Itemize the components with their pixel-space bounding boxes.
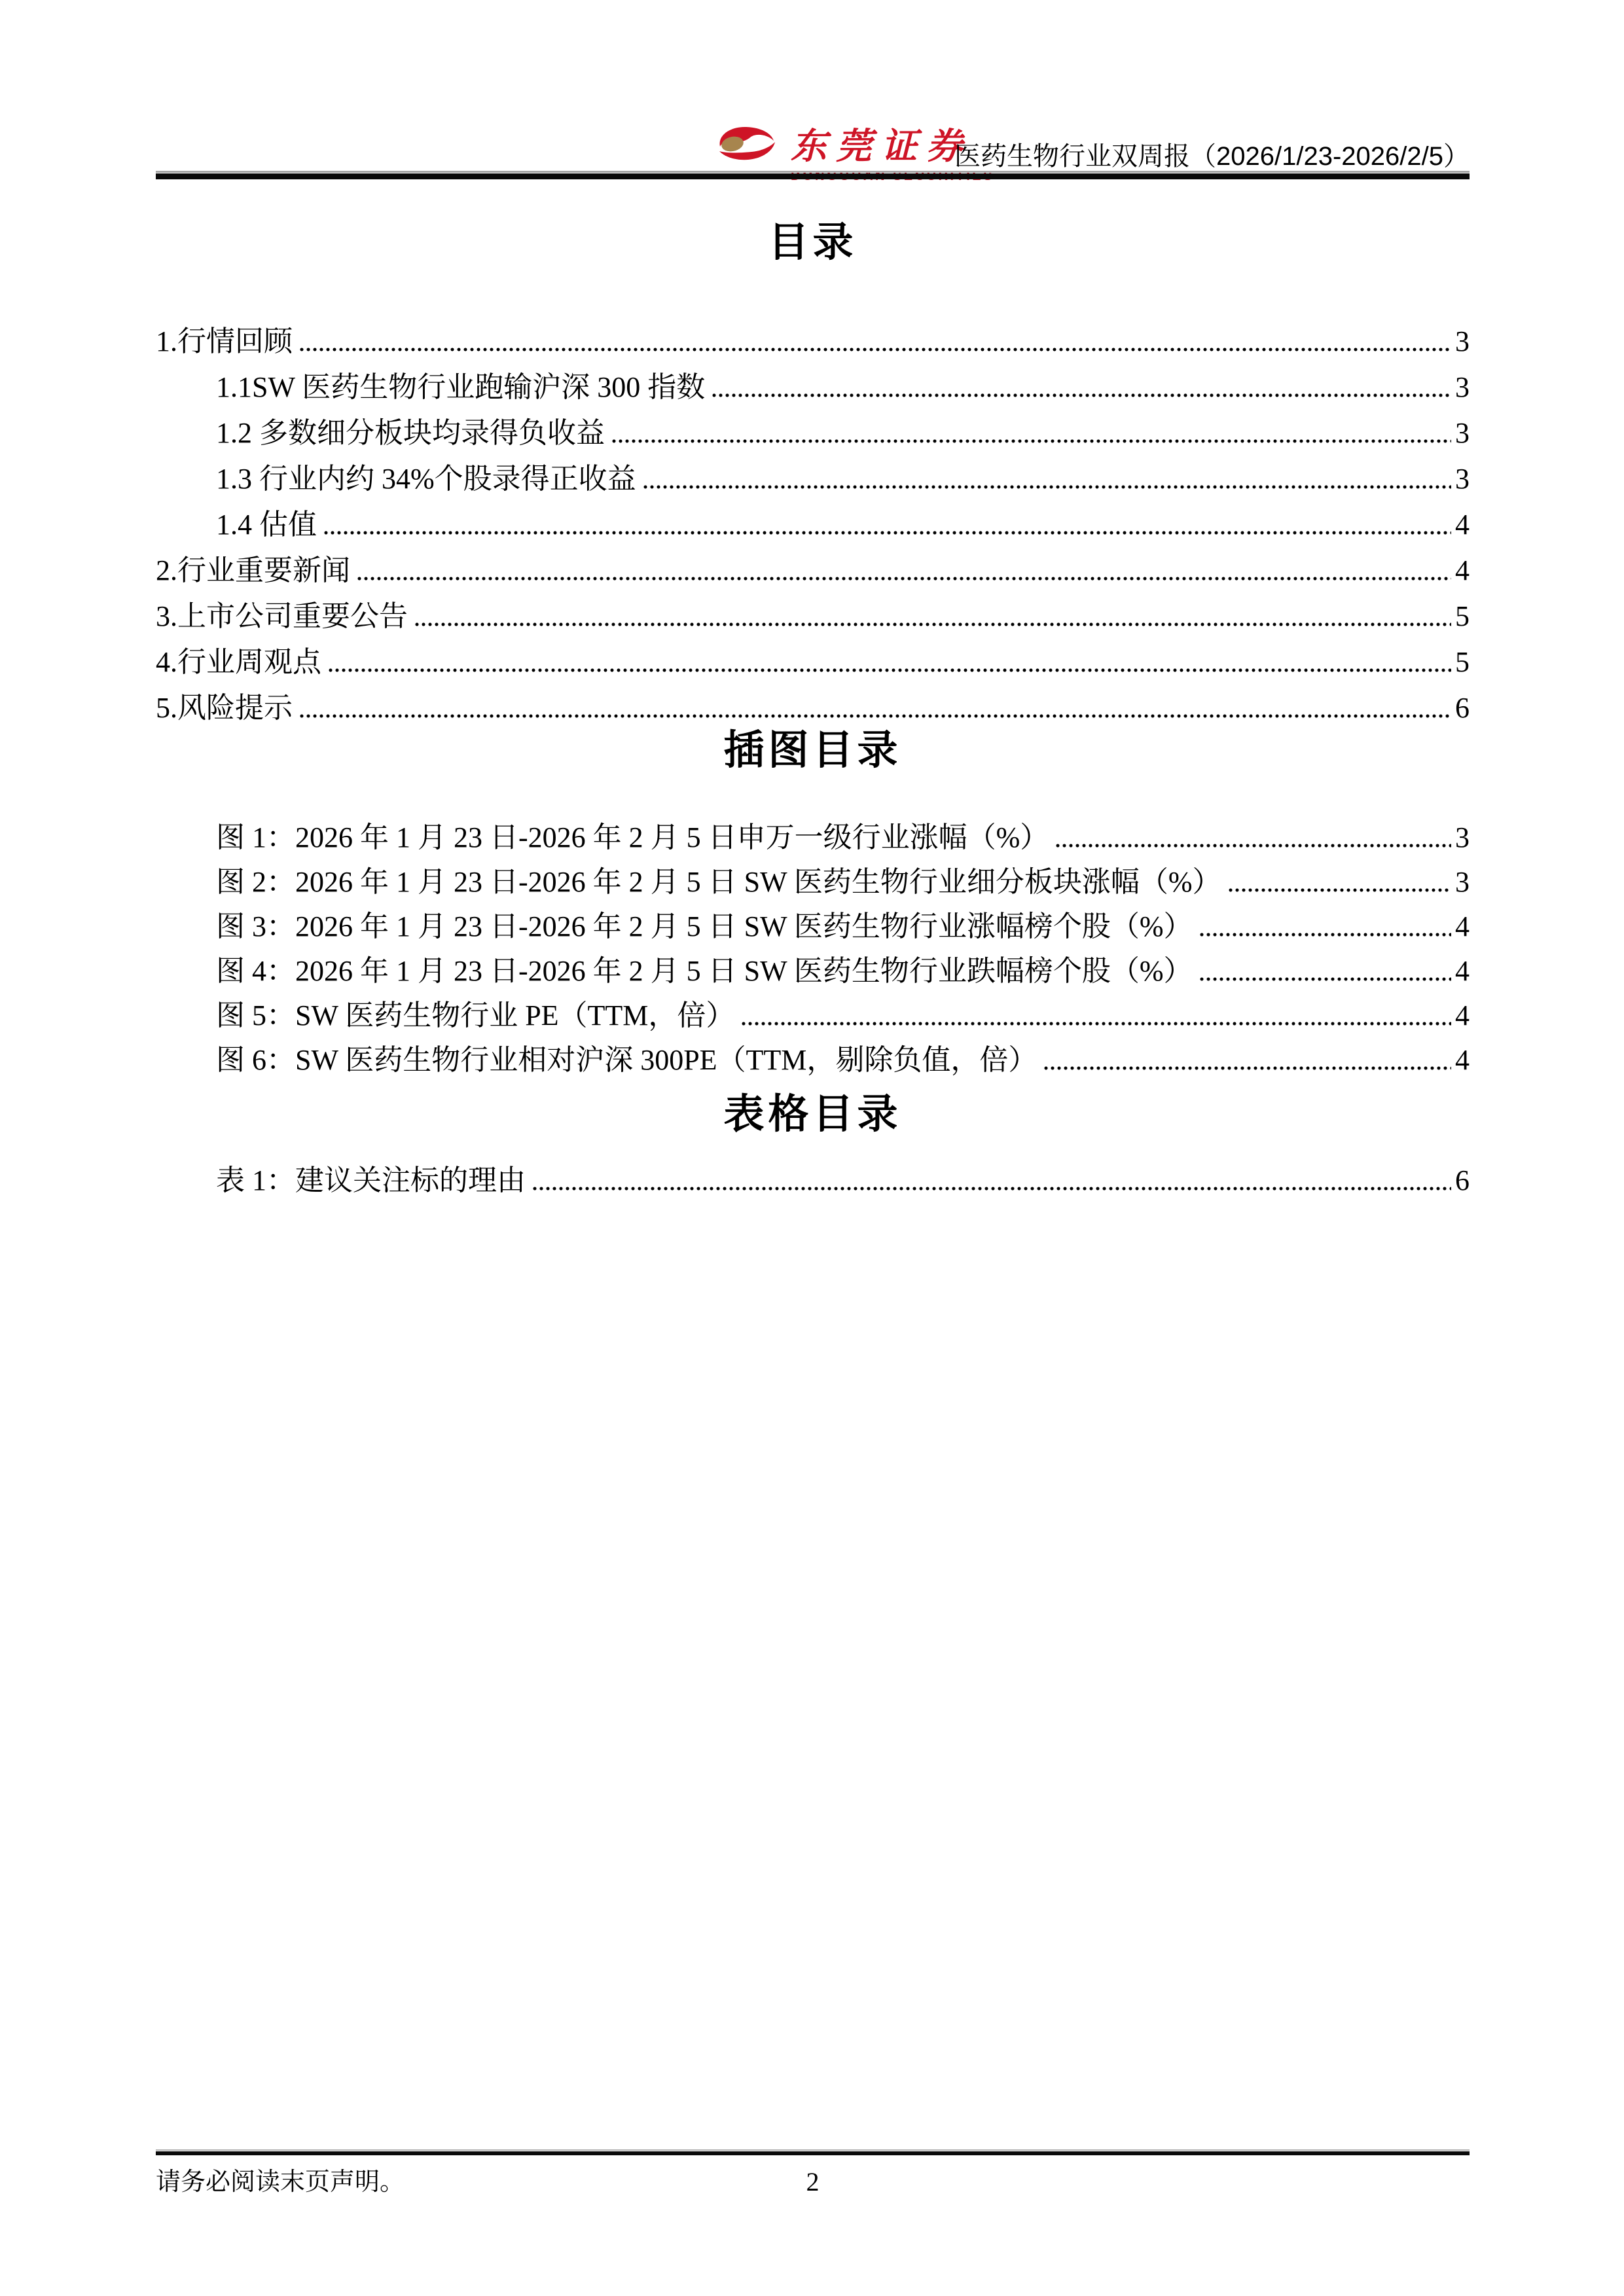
figure-entry-label: 图 5：SW 医药生物行业 PE（TTM，倍）	[216, 999, 735, 1031]
toc-content	[156, 221, 1470, 1196]
dot-leader	[611, 439, 1451, 443]
toc-entry-page: 3	[1455, 462, 1470, 495]
footer-disclaimer: 请务必阅读末页声明。	[156, 2168, 405, 2196]
toc-entry-label: 1.2 多数细分板块均录得负收益	[216, 416, 605, 449]
toc-entry-1[interactable]	[156, 312, 1470, 357]
footer-rule	[156, 2151, 1470, 2155]
figure-entry-page: 4	[1455, 910, 1470, 942]
figure-entry-page: 3	[1455, 821, 1470, 853]
dot-leader	[741, 1022, 1451, 1026]
dot-leader	[299, 714, 1451, 718]
toc-entry-2[interactable]	[156, 541, 1470, 586]
dongguan-securities-logo-icon	[715, 125, 778, 163]
figure-entry-1[interactable]	[156, 809, 1470, 853]
table-entry-page: 6	[1455, 1164, 1470, 1196]
toc-entry-1-1[interactable]	[156, 357, 1470, 403]
toc-entry-label: 1.4 估值	[216, 508, 317, 541]
toc-entry-label: 5.风险提示	[156, 691, 293, 724]
figure-entry-page: 3	[1455, 865, 1470, 898]
toc-entry-label: 1.3 行业内约 34%个股录得正收益	[216, 462, 636, 495]
toc-entry-1-4[interactable]	[156, 495, 1470, 541]
figure-entry-6[interactable]	[156, 1031, 1470, 1076]
dot-leader	[1199, 933, 1451, 937]
figures-section-title: 插图目录	[723, 728, 902, 773]
figure-entry-2[interactable]	[156, 853, 1470, 898]
footer-rule-shadow	[156, 2149, 1470, 2151]
dot-leader	[1055, 844, 1451, 848]
toc-entry-page: 3	[1455, 416, 1470, 449]
footer-page-number: 2	[806, 2167, 820, 2197]
toc-entry-page: 4	[1455, 554, 1470, 586]
tables-section-title: 表格目录	[723, 1092, 902, 1137]
dot-leader	[1043, 1066, 1451, 1070]
dot-leader	[643, 485, 1451, 489]
figure-entry-page: 4	[1455, 999, 1470, 1031]
toc-entry-page: 3	[1455, 370, 1470, 403]
logo-name-cn: 东莞证券	[791, 126, 972, 166]
dot-leader	[323, 531, 1451, 535]
report-header-title: 医药生物行业双周报（2026/1/23-2026/2/5）	[954, 142, 1470, 171]
table-entry-1[interactable]	[156, 1152, 1470, 1196]
header-rule	[156, 173, 1470, 179]
figure-entry-label: 图 6：SW 医药生物行业相对沪深 300PE（TTM，剔除负值，倍）	[216, 1043, 1038, 1076]
dot-leader	[299, 348, 1451, 351]
toc-entry-page: 3	[1455, 325, 1470, 357]
toc-entry-label: 4.行业周观点	[156, 645, 321, 678]
figure-entry-label: 图 3：2026 年 1 月 23 日-2026 年 2 月 5 日 SW 医药生物行业涨幅榜个股（%）	[216, 910, 1193, 942]
toc-entry-page: 6	[1455, 691, 1470, 724]
toc-entry-1-2[interactable]	[156, 403, 1470, 449]
toc-entry-3[interactable]	[156, 586, 1470, 632]
table-entry-label: 表 1：建议关注标的理由	[216, 1164, 526, 1196]
toc-entry-label: 3.上市公司重要公告	[156, 600, 408, 632]
dot-leader	[712, 393, 1451, 397]
dot-leader	[1199, 977, 1451, 981]
dot-leader	[357, 577, 1451, 581]
toc-entry-page: 4	[1455, 508, 1470, 541]
figure-entry-label: 图 2：2026 年 1 月 23 日-2026 年 2 月 5 日 SW 医药生物行业细分板块涨幅（%）	[216, 865, 1221, 898]
toc-entry-page: 5	[1455, 600, 1470, 632]
dot-leader	[1228, 888, 1451, 892]
dot-leader	[328, 668, 1451, 672]
toc-entry-page: 5	[1455, 645, 1470, 678]
header-rule-shadow	[156, 171, 1470, 173]
toc-entry-label: 1.1SW 医药生物行业跑输沪深 300 指数	[216, 370, 706, 403]
figure-entry-label: 图 4：2026 年 1 月 23 日-2026 年 2 月 5 日 SW 医药生物行业跌幅榜个股（%）	[216, 954, 1193, 987]
dot-leader	[414, 622, 1451, 626]
toc-entry-4[interactable]	[156, 632, 1470, 678]
figure-entry-label: 图 1：2026 年 1 月 23 日-2026 年 2 月 5 日申万一级行业涨幅（%）	[216, 821, 1049, 853]
figure-entry-page: 4	[1455, 1043, 1470, 1076]
toc-entry-label: 1.行情回顾	[156, 325, 293, 357]
figure-entry-3[interactable]	[156, 898, 1470, 942]
dot-leader	[532, 1187, 1451, 1191]
toc-entry-label: 2.行业重要新闻	[156, 554, 350, 586]
figure-entry-5[interactable]	[156, 987, 1470, 1031]
figure-entry-page: 4	[1455, 954, 1470, 987]
toc-section-title: 目录	[768, 220, 857, 265]
toc-entry-1-3[interactable]	[156, 449, 1470, 495]
figure-entry-4[interactable]	[156, 942, 1470, 987]
toc-entry-5[interactable]	[156, 678, 1470, 724]
